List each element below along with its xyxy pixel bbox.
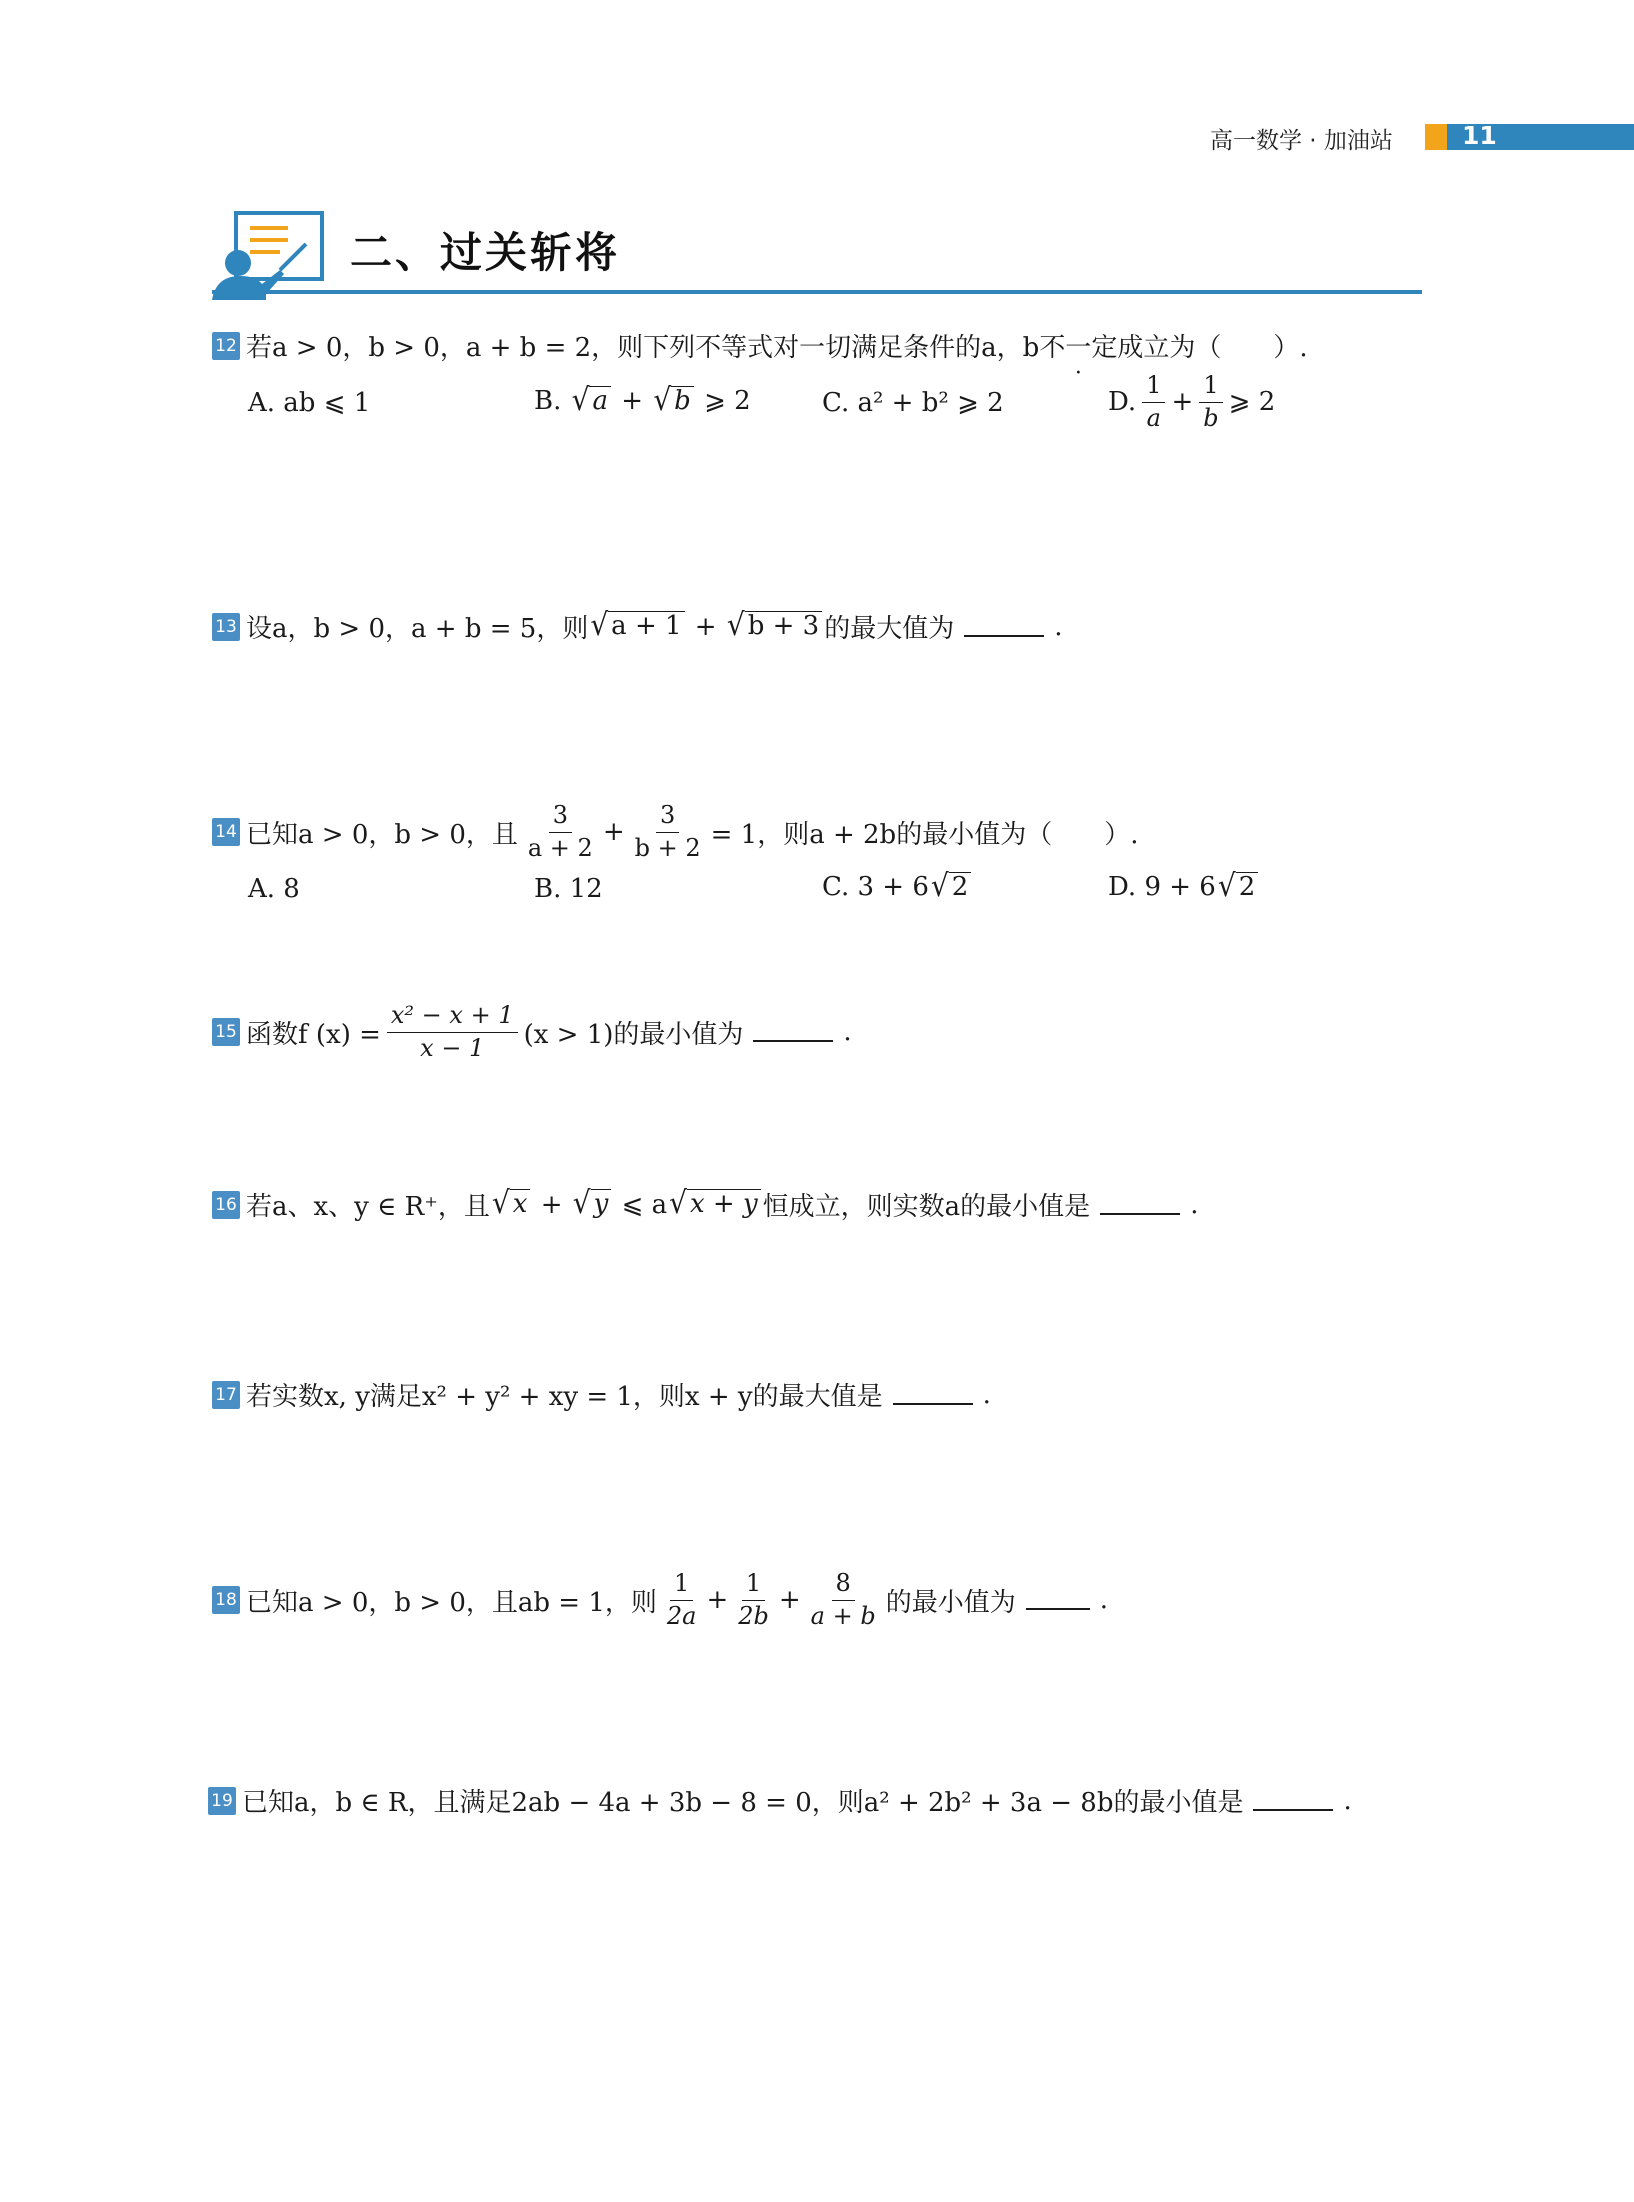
header-title: 高一数学 · 加油站	[1210, 128, 1393, 154]
option-text: D. 9 + 6	[1108, 872, 1216, 903]
question-16: 16 若a、x、y ∈ R⁺，且 √ x + √ y ⩽ a √ x + y 恒成立，则实数a的最小值是 .	[212, 1186, 1198, 1223]
header-orange-block	[1425, 124, 1447, 150]
answer-blank[interactable]	[753, 1022, 833, 1042]
fraction: $\frac{\text{x² − x + 1}}{x - 1}$	[387, 1002, 518, 1062]
question-number: 16	[212, 1191, 240, 1219]
answer-blank[interactable]	[893, 1385, 973, 1405]
period: .	[982, 1379, 991, 1410]
period: .	[1054, 611, 1063, 642]
emphasis-text: 不一定 ·	[1039, 327, 1117, 364]
period: .	[1343, 1785, 1352, 1816]
question-tail: (x > 1)的最小值为	[523, 1019, 744, 1050]
answer-blank[interactable]	[964, 617, 1044, 637]
question-text: 已知a > 0，b > 0，且	[246, 819, 518, 850]
fraction: $\frac{3}{a + 2}$	[527, 801, 593, 862]
sqrt-expression: √ b + 3	[727, 611, 822, 642]
question-13: 13 设a，b > 0，a + b = 5，则 √ a + 1 + √ b + 3 的最大值为 .	[212, 608, 1062, 645]
option-b: B. 12	[534, 874, 603, 904]
question-text: 已知a，b ∈ R，且满足2ab − 4a + 3b − 8 = 0，则a² + 2b² + 3a − 8b的最小值是	[242, 1788, 1244, 1818]
option-tail: ⩾ 2	[704, 386, 751, 417]
fraction: $\frac{8}{a + b}$	[810, 1569, 876, 1630]
page-number: 11	[1462, 121, 1497, 150]
question-text: 若实数x, y满足x² + y² + xy = 1，则x + y的最大值是	[246, 1382, 883, 1412]
question-text: 若a、x、y ∈ R⁺，且	[246, 1192, 490, 1222]
question-19	[208, 1782, 1352, 1819]
sqrt-x-plus-y: √ x + y	[669, 1189, 761, 1220]
answer-blank[interactable]	[1100, 1195, 1180, 1215]
fraction: $\frac{1}{2a}$	[666, 1569, 697, 1630]
question-number: 12	[212, 332, 240, 360]
question-18: 18 已知a > 0，b > 0，且ab = 1，则 $\frac{1}{2a}$ + $\frac{1}{2b}$ + $\frac{8}{a + b}$ 的最小值为 .	[212, 1570, 1108, 1630]
question-15	[212, 1002, 852, 1062]
question-tail: 的最小值为	[885, 1587, 1016, 1618]
section-title: 二、过关斩将	[350, 228, 621, 277]
question-number: 15	[212, 1018, 240, 1046]
option-d: D. $\frac{1}{a}$ + $\frac{1}{b}$ ⩾ 2	[1108, 371, 1276, 432]
option-tail: ⩾ 2	[1228, 387, 1276, 418]
sqrt-x: √ x	[492, 1189, 531, 1220]
fraction: $\frac{3}{b + 2}$	[634, 801, 701, 862]
question-text: 函数f (x) =	[246, 1019, 381, 1050]
fraction-1-over-a: $\frac{1}{a}$	[1142, 372, 1165, 432]
period: .	[1099, 1585, 1108, 1616]
question-number: 14	[212, 818, 240, 846]
question-number: 18	[212, 1586, 240, 1614]
sqrt-y: √ y	[573, 1189, 612, 1220]
question-tail: 的最大值为	[824, 614, 955, 644]
period: .	[1190, 1189, 1199, 1220]
section-divider	[212, 290, 1422, 294]
option-a: A. 8	[248, 874, 300, 904]
inequality: ⩽ a	[621, 1189, 668, 1220]
question-text: 设a，b > 0，a + b = 5，则	[246, 614, 589, 644]
sqrt-a: √ a	[572, 386, 611, 417]
question-tail: 恒成立，则实数a的最小值是	[762, 1192, 1091, 1222]
question-number: 19	[208, 1787, 236, 1815]
period: .	[843, 1017, 852, 1048]
option-text: C. 3 + 6	[822, 872, 929, 903]
question-text: 已知a > 0，b > 0，且ab = 1，则	[246, 1587, 657, 1618]
question-tail: = 1，则a + 2b的最小值为（ ）.	[710, 819, 1139, 850]
question-14: 14 已知a > 0，b > 0，且 $\frac{3}{a + 2}$ + $\frac{3}{b + 2}$ = 1，则a + 2b的最小值为（ ）.	[212, 802, 1138, 862]
fraction-1-over-b: $\frac{1}{b}$	[1199, 372, 1222, 432]
question-12	[212, 327, 1308, 364]
option-d	[1108, 867, 1260, 904]
sqrt-2: √ 2	[1218, 872, 1258, 903]
answer-blank[interactable]	[1026, 1590, 1090, 1610]
question-17	[212, 1376, 991, 1413]
question-number: 13	[212, 613, 240, 641]
question-text: 若a > 0，b > 0，a + b = 2，则下列不等式对一切满足条件的a，b	[246, 333, 1040, 363]
option-label: D.	[1108, 387, 1137, 418]
sqrt-expression: √ a + 1	[590, 611, 684, 642]
fraction: $\frac{1}{2b}$	[738, 1569, 769, 1630]
option-c: C. a² + b² ⩾ 2	[822, 388, 1004, 418]
sqrt-2: √ 2	[931, 872, 971, 903]
question-tail: 成立为（ ）.	[1117, 333, 1308, 363]
sqrt-b: √ b	[653, 386, 694, 417]
option-a: A. ab ⩽ 1	[248, 388, 371, 418]
question-number: 17	[212, 1381, 240, 1409]
option-c	[822, 867, 973, 904]
option-b: B. √ a + √ b ⩾ 2	[534, 381, 751, 418]
answer-blank[interactable]	[1253, 1791, 1333, 1811]
option-label: B.	[534, 386, 562, 417]
